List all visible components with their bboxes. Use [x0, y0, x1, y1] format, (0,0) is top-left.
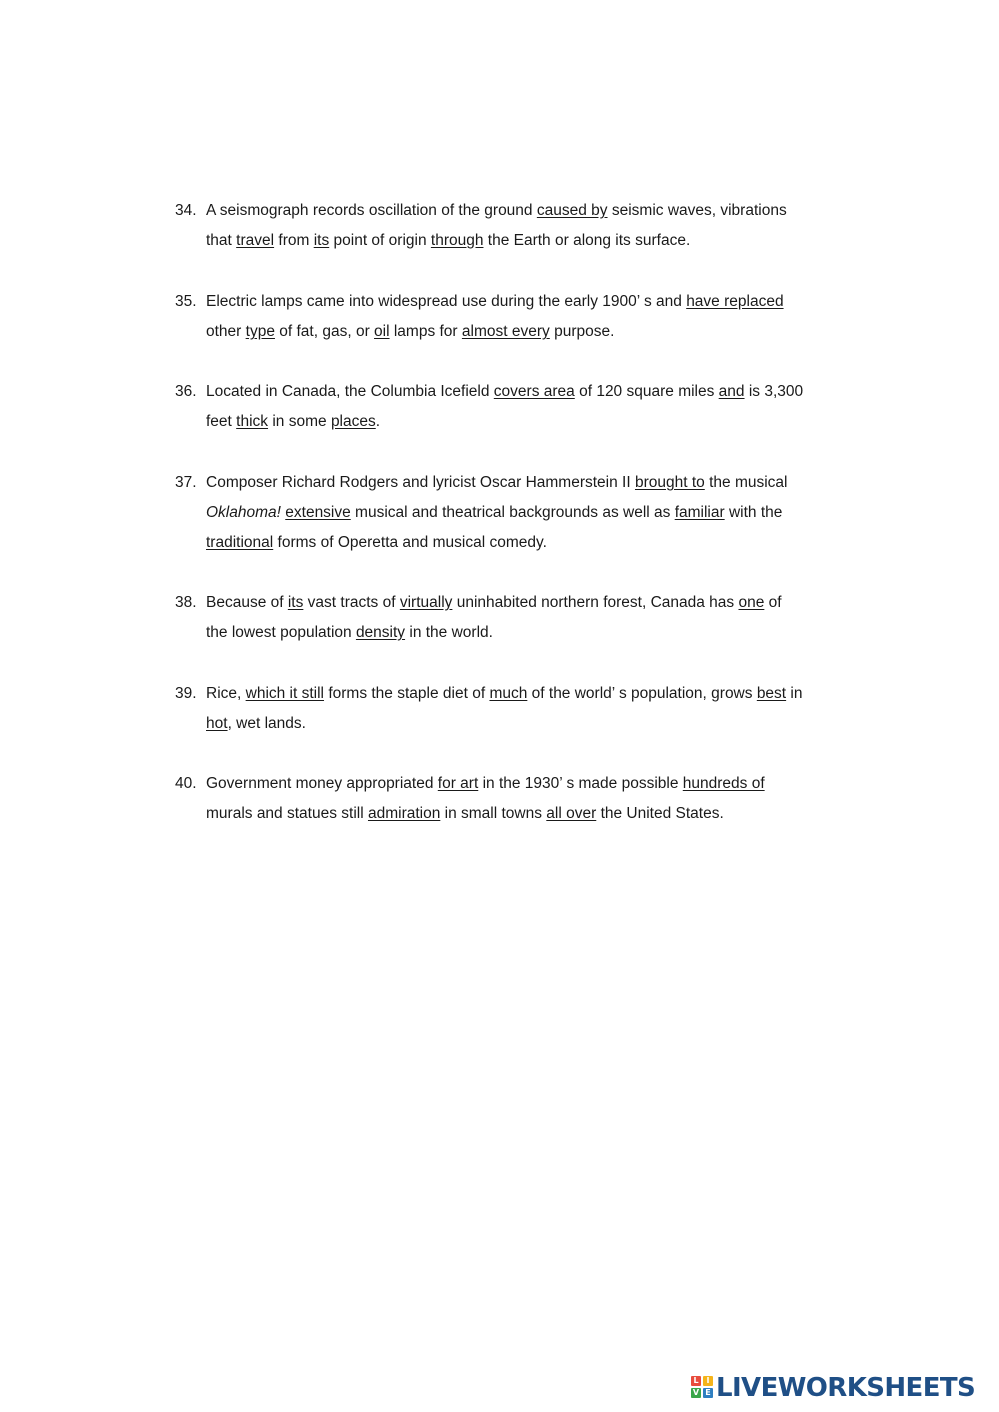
liveworksheets-logo — [691, 1372, 991, 1404]
underlined-option: much — [489, 685, 528, 702]
question-text-line — [206, 202, 787, 232]
sentence-text: forms of Operetta and musical comedy. — [273, 534, 547, 552]
sentence-text: of — [764, 594, 782, 611]
question-item — [175, 383, 855, 443]
underlined-option: and — [718, 383, 745, 400]
sentence-text: of 120 square miles — [574, 383, 719, 400]
sentence-text: seismic waves, vibrations — [607, 202, 787, 219]
sentence-text: Government money appropriated — [206, 775, 438, 792]
sentence-text: from — [274, 232, 314, 250]
sentence-text: the Earth or along its surface. — [483, 232, 691, 250]
question-text-line — [206, 534, 547, 564]
question-item — [175, 685, 855, 745]
question-text-line — [206, 715, 306, 745]
underlined-option: almost every — [461, 323, 550, 341]
underlined-option: admiration — [367, 805, 441, 823]
question-number: 38. — [175, 594, 197, 611]
logo-mark-tile-e: E — [703, 1388, 713, 1398]
sentence-text: the United States. — [596, 805, 724, 823]
question-item — [175, 594, 855, 654]
underlined-option: familiar — [674, 504, 725, 522]
sentence-text: Rice, — [206, 685, 246, 702]
question-number: 35. — [175, 293, 197, 310]
question-text-line — [206, 805, 724, 835]
sentence-text: that — [206, 232, 237, 250]
liveworksheets-logo-mark-icon — [691, 1376, 715, 1400]
sentence-text: . — [375, 413, 381, 431]
sentence-text: the musical — [704, 474, 788, 491]
sentence-text: musical and theatrical backgrounds as well as — [350, 504, 675, 522]
question-text-line — [206, 624, 493, 654]
sentence-text: Composer Richard Rodgers and lyricist Oscar Hammerstein II — [206, 474, 635, 491]
logo-wordmark: LIVEWORKSHEETS — [716, 1373, 976, 1403]
question-text-line — [206, 293, 784, 323]
underlined-option: travel — [236, 232, 275, 250]
sentence-text: in — [786, 685, 803, 702]
sentence-text: of the world’ s population, grows — [527, 685, 757, 702]
underlined-option: its — [313, 232, 330, 250]
sentence-text: forms the staple diet of — [324, 685, 490, 702]
sentence-text: Because of — [206, 594, 288, 611]
question-item — [175, 474, 855, 565]
underlined-option: density — [355, 624, 406, 642]
underlined-option: virtually — [399, 594, 453, 611]
sentence-text: in small towns — [440, 805, 547, 823]
sentence-text: uninhabited northern forest, Canada has — [452, 594, 739, 611]
underlined-option: through — [430, 232, 484, 250]
sentence-text: in some — [268, 413, 331, 431]
underlined-option: caused by — [536, 202, 608, 219]
question-text-line — [206, 504, 782, 534]
sentence-text: Electric lamps came into widespread use during the early 1900’ s and — [206, 293, 687, 310]
sentence-text: vast tracts of — [303, 594, 400, 611]
question-text-line — [206, 685, 803, 715]
sentence-text: the lowest population — [206, 624, 356, 642]
question-number: 37. — [175, 474, 197, 491]
question-number: 39. — [175, 685, 197, 702]
underlined-option: places — [330, 413, 376, 431]
question-number: 40. — [175, 775, 197, 792]
underlined-option: have replaced — [686, 293, 784, 310]
sentence-text: , wet lands. — [227, 715, 306, 733]
underlined-option: type — [245, 323, 275, 341]
question-text-line — [206, 413, 380, 443]
logo-mark-tile-v: V — [692, 1388, 700, 1397]
italic-title: Oklahoma! — [206, 504, 281, 522]
sentence-text: A seismograph records oscillation of the ground — [206, 202, 537, 219]
sentence-text: murals and statues still — [206, 805, 368, 823]
question-text-line — [206, 323, 614, 353]
sentence-text: lamps for — [389, 323, 462, 341]
underlined-option: hundreds of — [682, 775, 765, 792]
underlined-option: hot — [206, 715, 228, 733]
underlined-option: traditional — [206, 534, 274, 552]
underlined-option: all over — [546, 805, 597, 823]
sentence-text: point of origin — [329, 232, 431, 250]
sentence-text: purpose. — [549, 323, 615, 341]
underlined-option: extensive — [285, 504, 351, 522]
logo-mark-tile-l: L — [691, 1376, 701, 1386]
question-item — [175, 293, 855, 353]
underlined-option: thick — [236, 413, 269, 431]
sentence-text: of fat, gas, or — [274, 323, 375, 341]
underlined-option: oil — [374, 323, 390, 341]
sentence-text: other — [206, 323, 246, 341]
question-text-line — [206, 232, 690, 262]
underlined-option: its — [287, 594, 304, 611]
question-number: 36. — [175, 383, 197, 400]
underlined-option: one — [738, 594, 765, 611]
underlined-option: for art — [437, 775, 479, 792]
sentence-text: is 3,300 — [744, 383, 804, 400]
sentence-text: in the world. — [405, 624, 493, 642]
sentence-text: in the 1930’ s made possible — [478, 775, 683, 792]
question-text-line — [206, 594, 782, 624]
question-text-line — [206, 383, 803, 413]
sentence-text: Located in Canada, the Columbia Icefield — [206, 383, 494, 400]
question-text-line — [206, 775, 765, 805]
logo-mark-tile-i: I — [703, 1376, 713, 1386]
question-number: 34. — [175, 202, 197, 219]
sentence-text: with the — [724, 504, 783, 522]
underlined-option: which it still — [245, 685, 325, 702]
sentence-text: feet — [206, 413, 237, 431]
question-text-line — [206, 474, 787, 504]
question-item — [175, 775, 855, 835]
underlined-option: best — [756, 685, 787, 702]
underlined-option: covers area — [493, 383, 575, 400]
underlined-option: brought to — [634, 474, 705, 491]
question-item — [175, 202, 855, 262]
